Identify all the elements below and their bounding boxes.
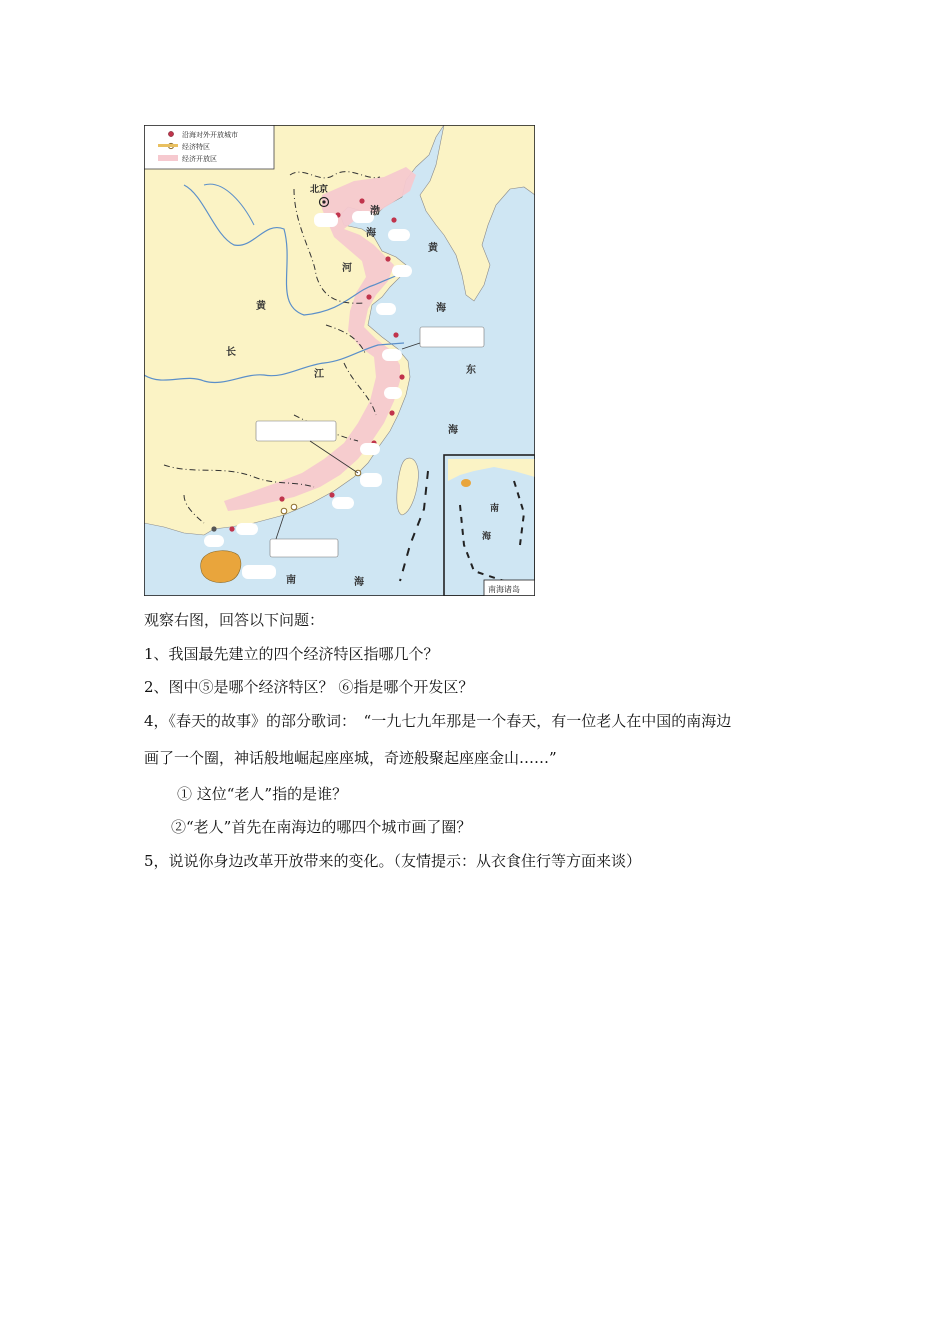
hainan-island: [201, 551, 241, 583]
label-huang-sea-2: 海: [436, 303, 446, 314]
label-nan: 南: [286, 575, 296, 586]
open-city-marker: [211, 526, 216, 531]
map-legend: [144, 125, 274, 169]
legend-open-cities: 沿海对外开放城市: [182, 131, 238, 139]
label-chang: 长: [226, 347, 236, 358]
label-bo-2: 海: [366, 228, 376, 239]
label-nan-hai: 海: [354, 577, 364, 588]
question-4-line-2: 画了一个圈，神话般地崛起座座城，奇迹般聚起座座金山……”: [144, 749, 557, 767]
legend-open-zones: 经济开放区: [182, 155, 217, 163]
sez-marker: [291, 504, 297, 510]
answer-blank: [420, 327, 484, 347]
label-bo-1: 渤: [370, 206, 380, 217]
open-city-marker: [359, 198, 364, 203]
answer-blank: [314, 213, 338, 227]
answer-blank: [242, 565, 276, 579]
open-city-marker: [391, 217, 396, 222]
open-city-marker: [329, 492, 334, 497]
question-5: 5，说说你身边改革开放带来的变化。（友情提示：从衣食住行等方面来谈）: [144, 852, 642, 870]
inset-label-hai: 海: [482, 532, 492, 542]
answer-blank: [376, 303, 396, 315]
open-city-marker: [393, 332, 398, 337]
open-city-marker: [389, 410, 394, 415]
open-zone-legend-swatch: [158, 155, 178, 161]
answer-blank: [270, 539, 338, 557]
label-dong-hai: 海: [448, 425, 458, 436]
answer-blank: [388, 229, 410, 241]
answer-blank: [392, 265, 412, 277]
answer-blank: [382, 349, 402, 361]
intro-text: 观察右图，回答以下问题：: [144, 611, 325, 629]
open-city-marker: [366, 294, 371, 299]
question-2: 2、图中⑤是哪个经济特区？ ⑥指是哪个开发区？: [144, 678, 474, 696]
label-beijing: 北京: [310, 185, 329, 195]
label-huang-river: 黄: [256, 301, 266, 312]
question-1: 1、我国最先建立的四个经济特区指哪几个？: [144, 645, 439, 663]
answer-blank: [204, 535, 224, 547]
label-dong: 东: [466, 365, 476, 376]
label-huang-sea-1: 黄: [428, 243, 438, 254]
open-city-marker: [385, 256, 390, 261]
answer-blank: [236, 523, 258, 535]
question-4-sub-1: ① 这位“老人”指的是谁？: [177, 785, 348, 803]
answer-blank: [332, 497, 354, 509]
inset-title: 南海诸岛: [488, 585, 520, 594]
inset-label-nan: 南: [490, 504, 500, 514]
answer-blank: [360, 443, 380, 455]
open-cities-map: [144, 125, 535, 596]
answer-blank: [360, 473, 382, 487]
label-jiang: 江: [314, 369, 324, 380]
open-city-marker: [279, 496, 284, 501]
south-sea-inset: [444, 455, 535, 596]
sez-marker: [281, 508, 287, 514]
open-city-marker: [229, 526, 234, 531]
answer-blank: [384, 387, 402, 399]
question-4-line-1: 4，《春天的故事》的部分歌词： “一九七九年那是一个春天，有一位老人在中国的南海边: [144, 712, 732, 730]
question-4-sub-2: ②“老人”首先在南海边的哪四个城市画了圈？: [171, 818, 472, 836]
answer-blank: [256, 421, 336, 441]
legend-sez: 经济特区: [182, 143, 210, 151]
open-city-legend-icon: [168, 131, 173, 136]
label-he: 河: [342, 263, 352, 274]
open-city-marker: [399, 374, 404, 379]
